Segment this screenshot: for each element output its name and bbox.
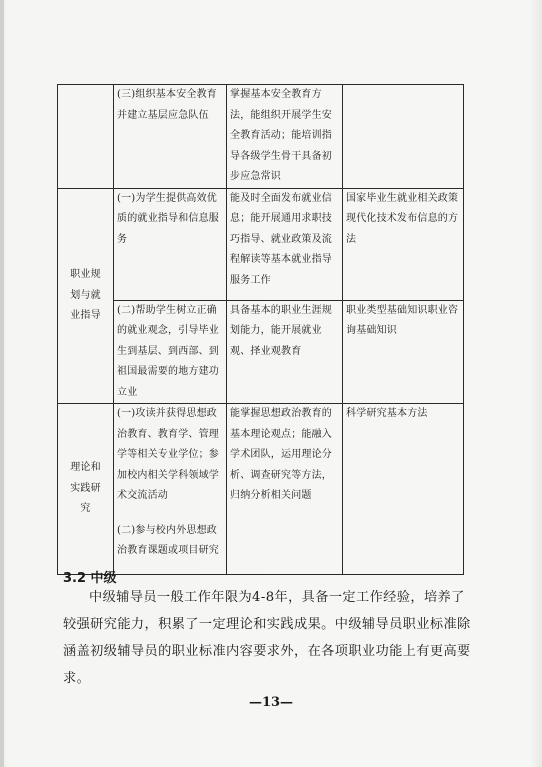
table-cell-knowledge: 国家毕业生就业相关政策现代化技术发布信息的方法 xyxy=(343,188,464,300)
spacer xyxy=(117,507,223,521)
table-cell-work-content: (一)为学生提供高效优质的就业指导和信息服务 xyxy=(114,188,227,300)
table-cell-category: 理论和实践研究 xyxy=(58,404,114,575)
page-edge-shadow xyxy=(0,0,4,767)
table-row xyxy=(58,188,464,300)
table-cell-skill-requirement: 能及时全面发布就业信息；能开展通用求职技巧指导、就业政策及流程解读等基本就业指导服务工作 xyxy=(227,188,343,300)
table-cell-work-content xyxy=(114,404,227,575)
work-content-item: (二)参与校内外思想政治教育课题或项目研究 xyxy=(117,524,219,556)
table-cell-category xyxy=(58,85,114,189)
table-cell-knowledge: 科学研究基本方法 xyxy=(343,404,464,575)
table-cell-knowledge xyxy=(343,85,464,189)
table-cell-knowledge: 职业类型基础知识职业咨询基础知识 xyxy=(343,300,464,404)
table-cell-work-content: (二)帮助学生树立正确的就业观念，引导毕业生到基层、到西部、到祖国最需要的地方建功立业 xyxy=(114,300,227,404)
table-row xyxy=(58,85,464,189)
section-heading: 3.2 中级 xyxy=(63,571,117,586)
work-content-item: (一)攻读并获得思想政治教育、教育学、管理学等相关专业学位；参加校内相关学科领域学术交流活动 xyxy=(117,408,219,501)
table-cell-skill-requirement: 具备基本的职业生涯规划能力，能开展就业观、择业观教育 xyxy=(227,300,343,404)
table-cell-skill-requirement: 能掌握思想政治教育的基本理论观点；能融入学术团队，运用理论分析、调查研究等方法，归纳分析相关问题 xyxy=(227,404,343,575)
page-number: —13— xyxy=(248,695,294,710)
standards-table xyxy=(57,84,464,575)
table-row xyxy=(58,404,464,575)
table-cell-skill-requirement: 掌握基本安全教育方法，能组织开展学生安全教育活动；能培训指导各级学生骨干具备初步应急常识 xyxy=(227,85,343,189)
table-cell-category: 职业规划与就业指导 xyxy=(58,188,114,404)
table-row xyxy=(58,300,464,404)
section-paragraph: 中级辅导员一般工作年限为4-8年，具备一定工作经验，培养了较强研究能力，积累了一定理论和实践成果。中级辅导员职业标准除涵盖初级辅导员的职业标准内容要求外，在各项职业功能上有更高要求。 xyxy=(63,590,471,686)
table-cell-work-content: (三)组织基本安全教育并建立基层应急队伍 xyxy=(114,85,227,189)
